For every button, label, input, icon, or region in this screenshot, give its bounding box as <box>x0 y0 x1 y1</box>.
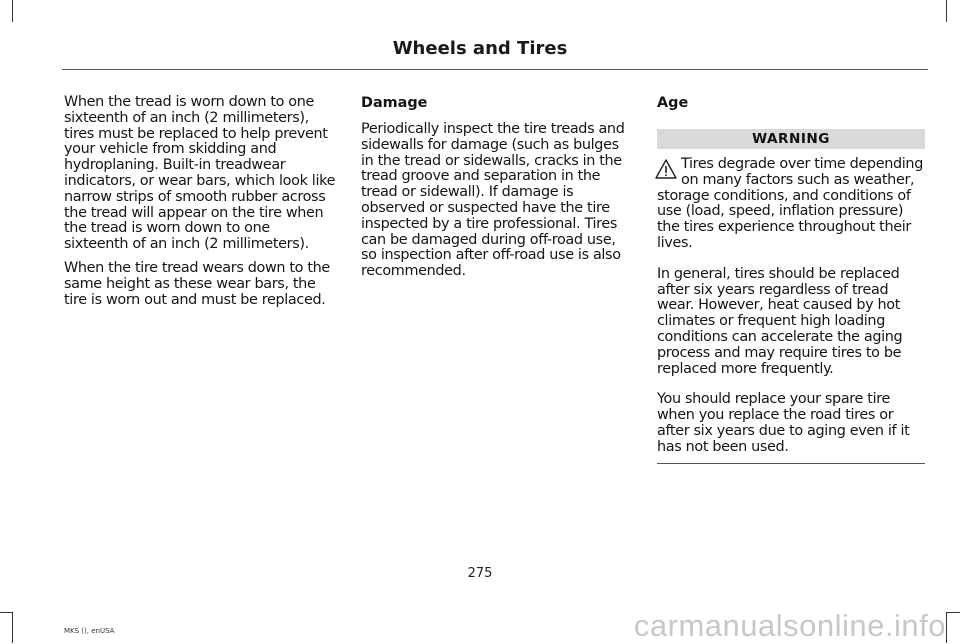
paragraph: When the tire tread wears down to the same height as these wear bars, the tire is worn out and must be replaced. <box>64 259 330 308</box>
section-end-divider <box>657 463 925 464</box>
paragraph: Periodically inspect the tire treads and sidewalls for damage (such as bulges in the tread or sidewalls, cracks in the tread groove and separation in the tread or sidewall). If damage is observed or suspected have the tire inspected by a tire professional. Tires can be damaged during off-road use, so inspection after off-road use is also recommended. <box>361 121 625 280</box>
column-age <box>657 95 925 464</box>
page-title: Wheels and Tires <box>392 38 568 59</box>
crop-mark-top-right <box>946 0 947 22</box>
paragraph: In general, tires should be replaced after six years regardless of tread wear. However, heat caused by hot climates or frequent high loading conditions can accelerate the aging process and may require tires to be replaced more frequently. <box>657 265 903 377</box>
warning-text: Tires degrade over time depending on many factors such as weather, storage conditions, and conditions of use (load, speed, inflation pressure) the tires experience throughout their lives. <box>657 156 923 251</box>
warning-triangle-icon <box>655 158 677 180</box>
crop-mark-bottom-left <box>12 612 13 643</box>
header-divider <box>62 69 928 70</box>
section-heading-damage: Damage <box>361 95 428 111</box>
crop-mark-bottom-right-h <box>946 612 960 613</box>
page-number: 275 <box>467 566 493 581</box>
watermark: carmanualsonline.info <box>633 608 946 643</box>
paragraph: When the tread is worn down to one sixteenth of an inch (2 millimeters), tires must be replaced to help prevent your vehicle from skidding and hydroplaning. Built-in treadwear indicators, or wear bars, which look like narrow strips of smooth rubber across the tread will appear on the tire when the tread is worn down to one sixteenth of an inch (2 millimeters). <box>64 94 336 253</box>
column-damage <box>361 95 633 280</box>
column-tread-wear <box>64 95 336 308</box>
paragraph: You should replace your spare tire when you replace the road tires or after six years due to aging even if it has not been used. <box>657 391 910 455</box>
warning-label: WARNING <box>657 129 925 149</box>
crop-mark-bottom-right <box>946 612 947 643</box>
section-heading-age: Age <box>657 95 689 111</box>
crop-mark-top-left <box>12 0 13 22</box>
document-code: MKS (), enUSA <box>64 627 115 635</box>
crop-mark-bottom-left-h <box>0 612 12 613</box>
warning-box <box>657 157 925 252</box>
